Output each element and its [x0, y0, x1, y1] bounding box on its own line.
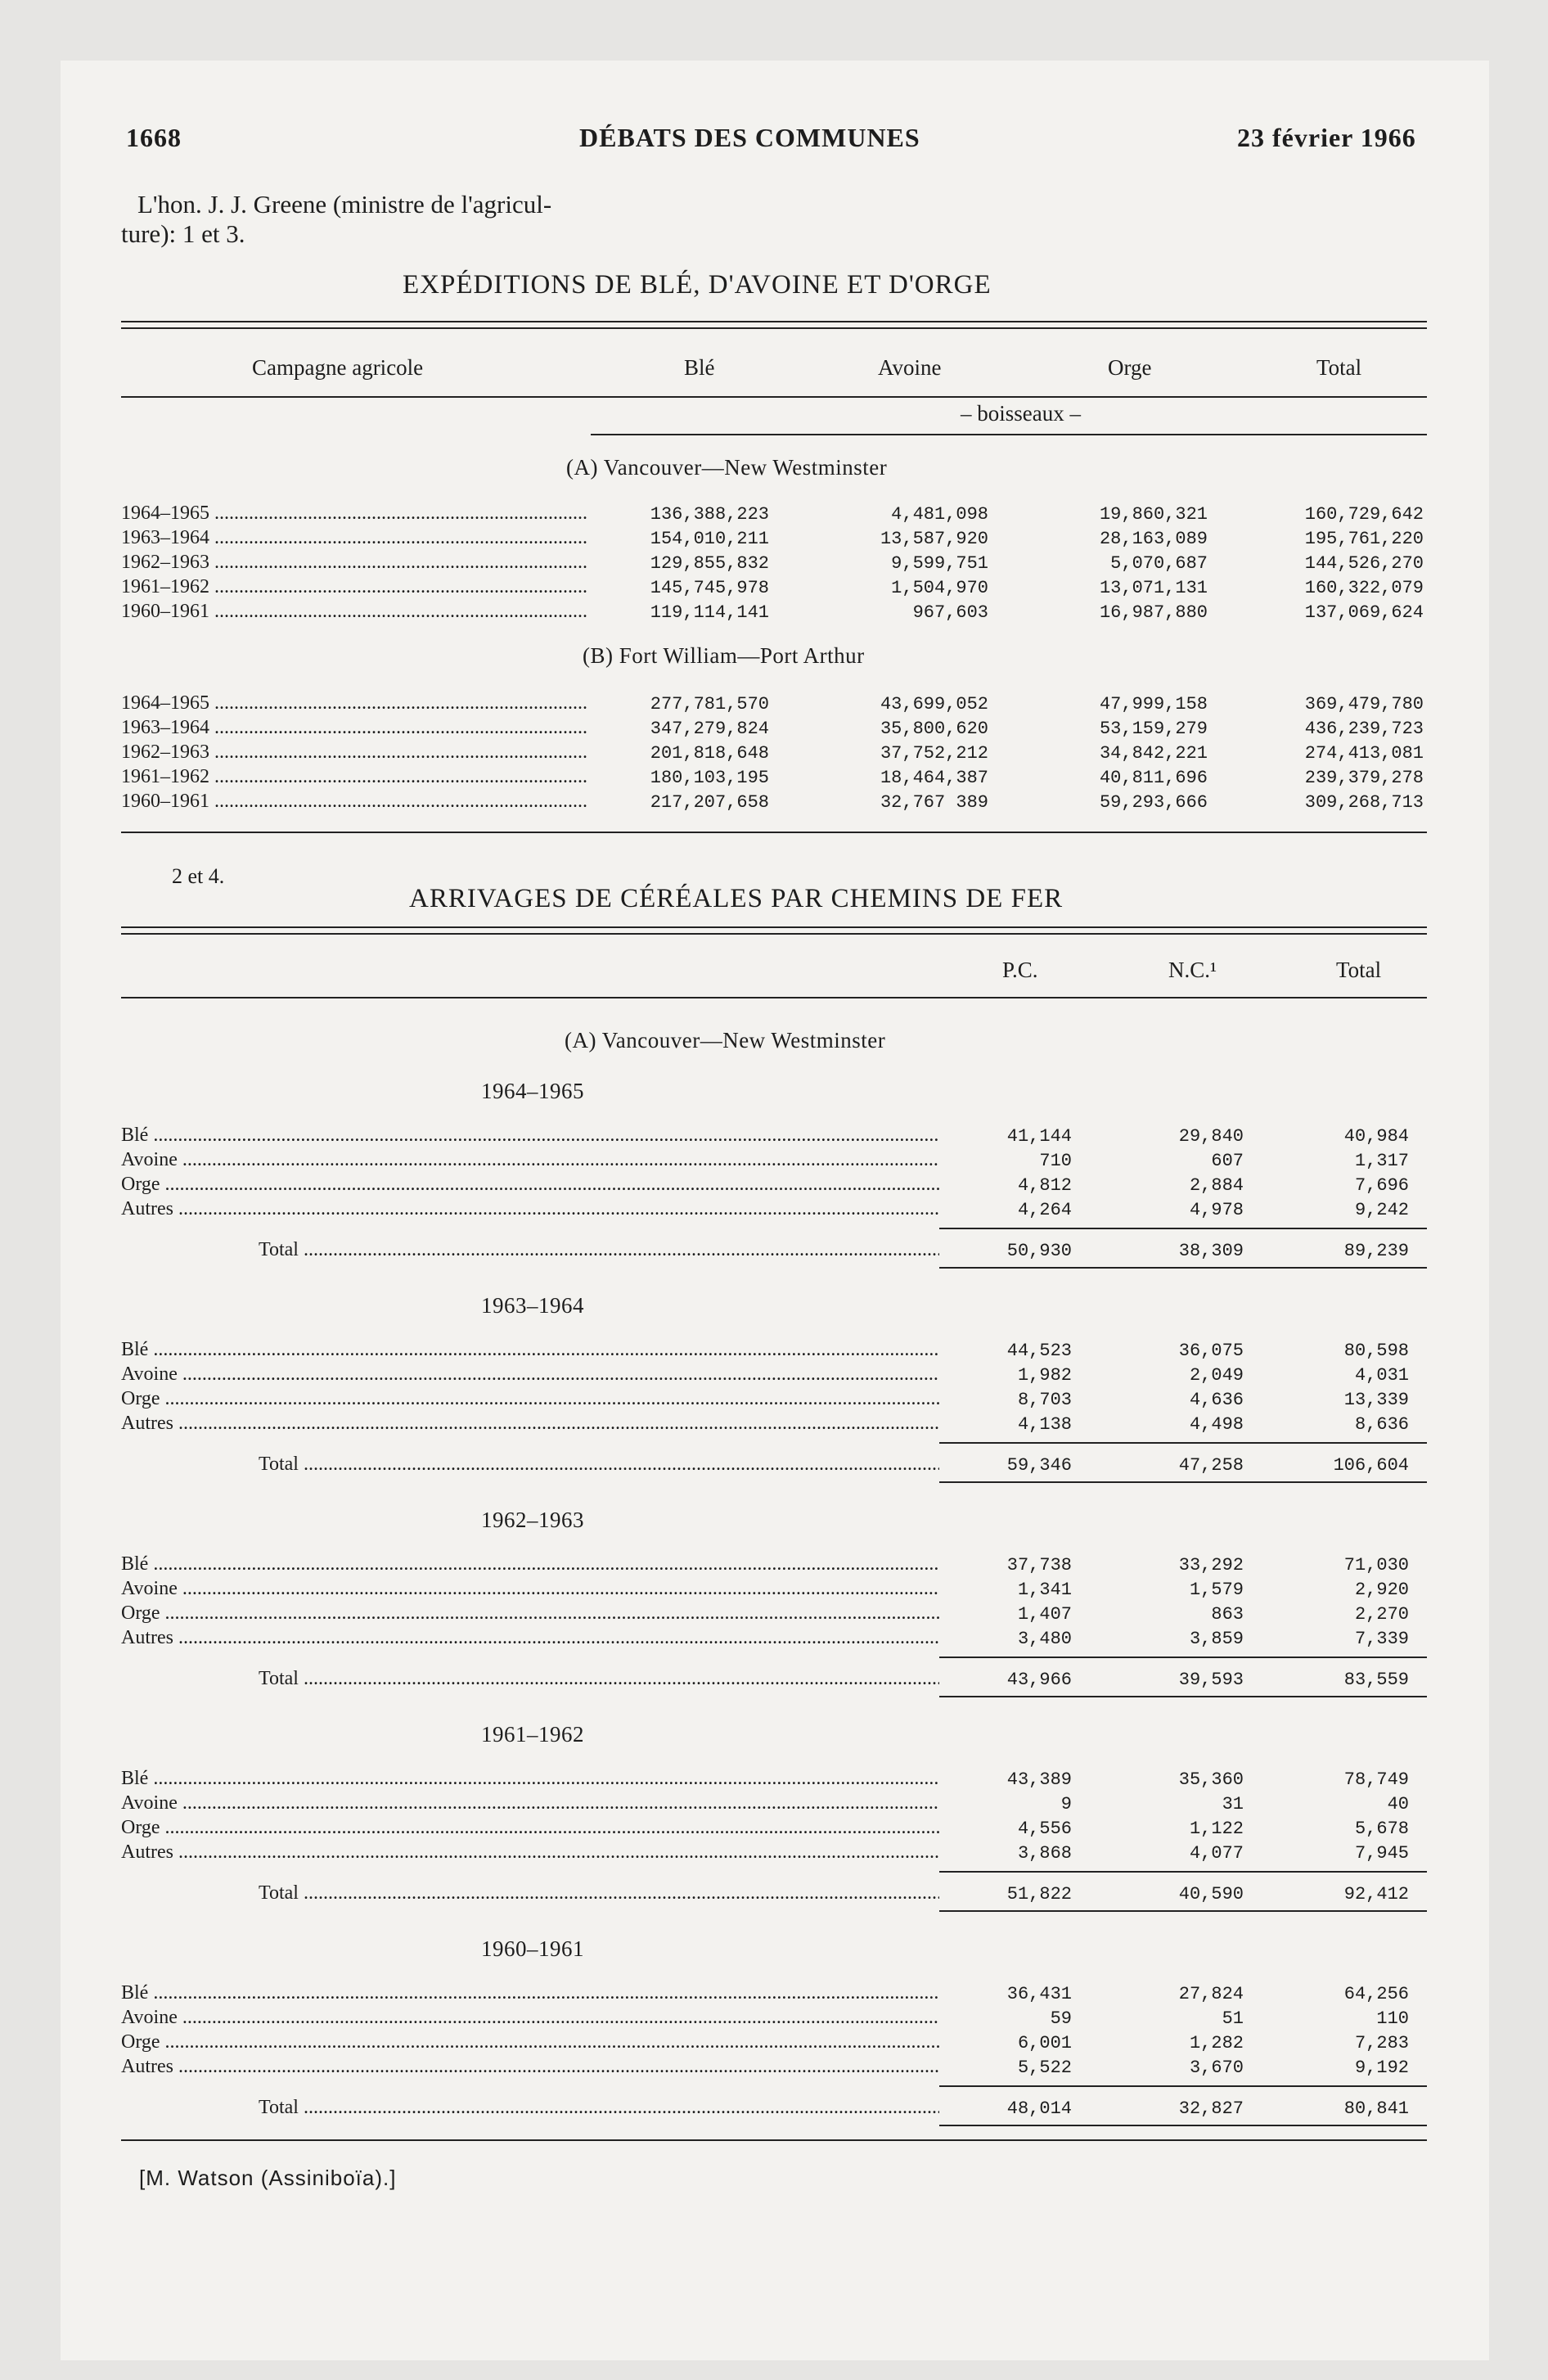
table2-total-total-cell: 89,239 [1343, 1241, 1409, 1261]
table2-grain-cell: Autres ..... [121, 1841, 939, 1864]
table1-avoine-cell: 18,464,387 [880, 768, 988, 788]
table2-nc-cell: 4,636 [1189, 1390, 1244, 1410]
table2-row [121, 1388, 1422, 1413]
table1-year-cell: 1960–1961 ..... [121, 601, 587, 623]
table2-total-rule [939, 1481, 1427, 1483]
table2-row [121, 1841, 1422, 1866]
table2-pc-cell: 44,523 [1006, 1341, 1072, 1361]
table1-row [121, 552, 1422, 576]
table2-nc-cell: 1,282 [1189, 2033, 1244, 2053]
table1-avoine-cell: 37,752,212 [880, 743, 988, 764]
table1-avoine-cell: 13,587,920 [880, 529, 988, 549]
table2-nc-cell: 2,049 [1189, 1365, 1244, 1386]
table1-col-orge: Orge [1108, 355, 1152, 380]
table2-total-cell: 2,270 [1354, 1604, 1409, 1625]
table2-total-cell: 8,636 [1354, 1414, 1409, 1435]
table2-total-pc-cell: 43,966 [1006, 1670, 1072, 1690]
table2-nc-cell: 1,122 [1189, 1819, 1244, 1839]
table2-row [121, 2007, 1422, 2031]
table2-nc-cell: 3,859 [1189, 1629, 1244, 1649]
table2-total-pc-cell: 50,930 [1006, 1241, 1072, 1261]
table2-pc-cell: 6,001 [1017, 2033, 1072, 2053]
table1-year-cell: 1963–1964 ..... [121, 527, 587, 549]
table2-total-cell: 64,256 [1343, 1984, 1409, 2004]
table1-orge-cell: 28,163,089 [1099, 529, 1208, 549]
table1-total-cell: 274,413,081 [1304, 743, 1424, 764]
table1-avoine-cell: 4,481,098 [891, 504, 988, 525]
table2-top-rule [121, 926, 1427, 928]
table2-pc-cell: 59 [1050, 2008, 1072, 2029]
table2-nc-cell: 1,579 [1189, 1580, 1244, 1600]
table1-row [121, 503, 1422, 527]
table1-orge-cell: 16,987,880 [1099, 602, 1208, 623]
table2-total-label: Total ..... [259, 2097, 939, 2119]
table2-total-pc-cell: 48,014 [1006, 2098, 1072, 2119]
table1-ble-cell: 119,114,141 [650, 602, 769, 623]
table1-row [121, 527, 1422, 552]
table2-pc-cell: 4,138 [1017, 1414, 1072, 1435]
table2-nc-cell: 2,884 [1189, 1175, 1244, 1196]
table2-pc-cell: 1,982 [1017, 1365, 1072, 1386]
table2-total-row [121, 1454, 1422, 1478]
table2-col-total: Total [1336, 958, 1382, 982]
table2-grain-cell: Autres ..... [121, 1627, 939, 1649]
table2-total-total-cell: 92,412 [1343, 1884, 1409, 1904]
table1-col-avoine: Avoine [878, 355, 942, 380]
table2-total-cell: 4,031 [1354, 1365, 1409, 1386]
table1-total-cell: 144,526,270 [1304, 553, 1424, 574]
table1-orge-cell: 5,070,687 [1110, 553, 1208, 574]
table1-orge-cell: 53,159,279 [1099, 719, 1208, 739]
table1-year-cell: 1963–1964 ..... [121, 717, 587, 739]
table2-total-cell: 71,030 [1343, 1555, 1409, 1575]
table1-year-cell: 1960–1961 ..... [121, 791, 587, 813]
table2-total-row [121, 2097, 1422, 2121]
table1-ble-cell: 136,388,223 [650, 504, 769, 525]
table2-total-nc-cell: 40,590 [1178, 1884, 1244, 1904]
table2-grain-cell: Orge ..... [121, 2031, 939, 2053]
table2-pc-cell: 8,703 [1017, 1390, 1072, 1410]
table1-orge-cell: 47,999,158 [1099, 694, 1208, 714]
table2-grain-cell: Blé ..... [121, 1768, 939, 1790]
table2-total-cell: 5,678 [1354, 1819, 1409, 1839]
table2-total-cell: 1,317 [1354, 1151, 1409, 1171]
table2-grain-cell: Autres ..... [121, 1413, 939, 1435]
table2-total-cell: 7,696 [1354, 1175, 1409, 1196]
table1-top-rule-2 [121, 327, 1427, 329]
table1-avoine-cell: 967,603 [912, 602, 988, 623]
table1-col-total: Total [1316, 355, 1362, 380]
table2-total-nc-cell: 47,258 [1178, 1455, 1244, 1476]
table2-grain-cell: Orge ..... [121, 1602, 939, 1625]
table2-subtotal-rule [939, 1657, 1427, 1658]
table2-total-rule [939, 1910, 1427, 1912]
table1-row [121, 766, 1422, 791]
table2-year-heading: 1960–1961 [481, 1936, 584, 1961]
page-number: 1668 [126, 123, 182, 152]
table2-top-rule-2 [121, 933, 1427, 935]
table2-total-total-cell: 106,604 [1333, 1455, 1409, 1476]
table2-nc-cell: 35,360 [1178, 1769, 1244, 1790]
table1-orge-cell: 59,293,666 [1099, 792, 1208, 813]
table2-bottom-rule [121, 2139, 1427, 2141]
table2-row [121, 2031, 1422, 2056]
table2-nc-cell: 863 [1211, 1604, 1244, 1625]
table2-total-cell: 110 [1376, 2008, 1409, 2029]
table2-row [121, 1339, 1422, 1364]
speaker-note: [M. Watson (Assiniboïa).] [139, 2166, 397, 2190]
table2-total-cell: 7,945 [1354, 1843, 1409, 1864]
table2-col-nc: N.C.¹ [1168, 958, 1217, 982]
table2-grain-cell: Avoine ..... [121, 1149, 939, 1171]
table2-grain-cell: Avoine ..... [121, 2007, 939, 2029]
table2-grain-cell: Avoine ..... [121, 1578, 939, 1600]
table2-nc-cell: 51 [1222, 2008, 1244, 2029]
table2-nc-cell: 29,840 [1178, 1126, 1244, 1147]
table1-total-cell: 369,479,780 [1304, 694, 1424, 714]
table2-pc-cell: 4,812 [1017, 1175, 1072, 1196]
table1-ble-cell: 347,279,824 [650, 719, 769, 739]
table1-row [121, 601, 1422, 625]
table2-subtotal-rule [939, 1871, 1427, 1873]
table1-row [121, 741, 1422, 766]
table2-row [121, 1817, 1422, 1841]
table2-total-rule [939, 1267, 1427, 1269]
table1-ble-cell: 154,010,211 [650, 529, 769, 549]
table2-subtotal-rule [939, 2085, 1427, 2087]
table2-total-pc-cell: 51,822 [1006, 1884, 1072, 1904]
table2-total-rule [939, 2125, 1427, 2126]
table2-pc-cell: 1,407 [1017, 1604, 1072, 1625]
table1-row [121, 717, 1422, 741]
table2-pc-cell: 3,868 [1017, 1843, 1072, 1864]
table1-total-cell: 436,239,723 [1304, 719, 1424, 739]
table2-grain-cell: Blé ..... [121, 1982, 939, 2004]
table2-pc-cell: 710 [1039, 1151, 1072, 1171]
table2-grain-cell: Autres ..... [121, 1198, 939, 1220]
table2-grain-cell: Blé ..... [121, 1553, 939, 1575]
table1-total-cell: 160,322,079 [1304, 578, 1424, 598]
table2-row [121, 1413, 1422, 1437]
table2-col-pc: P.C. [1002, 958, 1038, 982]
table2-nc-cell: 4,498 [1189, 1414, 1244, 1435]
table1-col-campagne: Campagne agricole [252, 355, 424, 380]
table1-ble-cell: 277,781,570 [650, 694, 769, 714]
table1-avoine-cell: 43,699,052 [880, 694, 988, 714]
table2-total-nc-cell: 39,593 [1178, 1670, 1244, 1690]
table1-orge-cell: 40,811,696 [1099, 768, 1208, 788]
table1-title: EXPÉDITIONS DE BLÉ, D'AVOINE ET D'ORGE [403, 270, 992, 300]
table2-total-label: Total ..... [259, 1454, 939, 1476]
table2-pc-cell: 36,431 [1006, 1984, 1072, 2004]
table2-total-rule [939, 1696, 1427, 1697]
table1-year-cell: 1964–1965 ..... [121, 692, 587, 714]
table1-section-a: (A) Vancouver—New Westminster [566, 455, 888, 480]
table2-grain-cell: Blé ..... [121, 1125, 939, 1147]
table2-year-heading: 1963–1964 [481, 1293, 584, 1318]
intro-line-2: ture): 1 et 3. [121, 219, 245, 248]
table2-year-heading: 1961–1962 [481, 1722, 584, 1747]
table2-row [121, 1174, 1422, 1198]
table2-subtotal-rule [939, 1228, 1427, 1229]
table1-row [121, 791, 1422, 815]
table1-total-cell: 239,379,278 [1304, 768, 1424, 788]
table1-ble-cell: 217,207,658 [650, 792, 769, 813]
table2-row [121, 1578, 1422, 1602]
table1-year-cell: 1961–1962 ..... [121, 766, 587, 788]
table2-total-label: Total ..... [259, 1882, 939, 1904]
table2-row [121, 1768, 1422, 1792]
table1-header-rule [121, 396, 1427, 398]
table2-nc-cell: 607 [1211, 1151, 1244, 1171]
table2-total-cell: 7,283 [1354, 2033, 1409, 2053]
table2-row [121, 1553, 1422, 1578]
table2-nc-cell: 31 [1222, 1794, 1244, 1814]
table1-ble-cell: 145,745,978 [650, 578, 769, 598]
table2-total-cell: 78,749 [1343, 1769, 1409, 1790]
table2-total-cell: 2,920 [1354, 1580, 1409, 1600]
table2-year-heading: 1964–1965 [481, 1079, 584, 1103]
table1-top-rule [121, 321, 1427, 322]
table2-row [121, 1602, 1422, 1627]
table1-ble-cell: 129,855,832 [650, 553, 769, 574]
table2-total-cell: 9,242 [1354, 1200, 1409, 1220]
table1-year-cell: 1962–1963 ..... [121, 552, 587, 574]
table2-total-cell: 9,192 [1354, 2058, 1409, 2078]
table1-orge-cell: 34,842,221 [1099, 743, 1208, 764]
table2-pc-cell: 37,738 [1006, 1555, 1072, 1575]
table2-total-cell: 7,339 [1354, 1629, 1409, 1649]
intro-line-1: L'hon. J. J. Greene (ministre de l'agricul- [137, 190, 552, 219]
table1-total-cell: 137,069,624 [1304, 602, 1424, 623]
table1-year-cell: 1961–1962 ..... [121, 576, 587, 598]
table2-nc-cell: 36,075 [1178, 1341, 1244, 1361]
table2-section-a: (A) Vancouver—New Westminster [565, 1028, 886, 1053]
table2-pc-cell: 1,341 [1017, 1580, 1072, 1600]
table1-col-ble: Blé [684, 355, 715, 380]
table2-total-cell: 40,984 [1343, 1126, 1409, 1147]
table2-pc-cell: 4,264 [1017, 1200, 1072, 1220]
table2-year-heading: 1962–1963 [481, 1508, 584, 1532]
table2-grain-cell: Orge ..... [121, 1388, 939, 1410]
journal-title: DÉBATS DES COMMUNES [579, 123, 920, 152]
table1-total-cell: 309,268,713 [1304, 792, 1424, 813]
table2-row [121, 1627, 1422, 1652]
table2-pc-cell: 41,144 [1006, 1126, 1072, 1147]
table1-section-b: (B) Fort William—Port Arthur [583, 643, 865, 668]
table2-row [121, 1982, 1422, 2007]
table2-subtotal-rule [939, 1442, 1427, 1444]
table2-grain-cell: Avoine ..... [121, 1364, 939, 1386]
table1-bottom-rule [121, 832, 1427, 833]
table2-nc-cell: 33,292 [1178, 1555, 1244, 1575]
between-note: 2 et 4. [172, 864, 225, 888]
table2-pc-cell: 5,522 [1017, 2058, 1072, 2078]
table2-title: ARRIVAGES DE CÉRÉALES PAR CHEMINS DE FER [409, 884, 1064, 913]
table2-row [121, 1198, 1422, 1223]
table2-total-pc-cell: 59,346 [1006, 1455, 1072, 1476]
table2-total-label: Total ..... [259, 1668, 939, 1690]
table2-total-nc-cell: 32,827 [1178, 2098, 1244, 2119]
table2-header-rule [121, 997, 1427, 998]
table2-total-total-cell: 83,559 [1343, 1670, 1409, 1690]
table2-row [121, 1125, 1422, 1149]
table1-row [121, 692, 1422, 717]
table2-row [121, 1792, 1422, 1817]
table2-pc-cell: 4,556 [1017, 1819, 1072, 1839]
table1-year-cell: 1964–1965 ..... [121, 503, 587, 525]
table2-total-cell: 40 [1387, 1794, 1409, 1814]
table2-total-row [121, 1882, 1422, 1907]
table2-nc-cell: 27,824 [1178, 1984, 1244, 2004]
table1-orge-cell: 19,860,321 [1099, 504, 1208, 525]
table2-row [121, 1364, 1422, 1388]
table2-row [121, 1149, 1422, 1174]
table2-total-label: Total ..... [259, 1239, 939, 1261]
table1-ble-cell: 180,103,195 [650, 768, 769, 788]
table2-nc-cell: 4,978 [1189, 1200, 1244, 1220]
table1-orge-cell: 13,071,131 [1099, 578, 1208, 598]
table2-total-total-cell: 80,841 [1343, 2098, 1409, 2119]
table2-grain-cell: Orge ..... [121, 1817, 939, 1839]
table2-total-cell: 13,339 [1343, 1390, 1409, 1410]
table2-grain-cell: Orge ..... [121, 1174, 939, 1196]
table2-total-row [121, 1239, 1422, 1264]
table1-avoine-cell: 9,599,751 [891, 553, 988, 574]
table2-grain-cell: Avoine ..... [121, 1792, 939, 1814]
table2-row [121, 2056, 1422, 2080]
table2-total-cell: 80,598 [1343, 1341, 1409, 1361]
table1-unit-rule [591, 434, 1427, 435]
table1-avoine-cell: 32,767 389 [880, 792, 988, 813]
table2-pc-cell: 9 [1060, 1794, 1072, 1814]
table1-total-cell: 160,729,642 [1304, 504, 1424, 525]
table2-total-nc-cell: 38,309 [1178, 1241, 1244, 1261]
table2-pc-cell: 43,389 [1006, 1769, 1072, 1790]
table2-grain-cell: Blé ..... [121, 1339, 939, 1361]
table1-ble-cell: 201,818,648 [650, 743, 769, 764]
table1-avoine-cell: 1,504,970 [891, 578, 988, 598]
table1-unit: – boisseaux – [961, 401, 1081, 426]
page-date: 23 février 1966 [1237, 123, 1416, 152]
table1-year-cell: 1962–1963 ..... [121, 741, 587, 764]
table2-grain-cell: Autres ..... [121, 2056, 939, 2078]
table2-nc-cell: 3,670 [1189, 2058, 1244, 2078]
table1-avoine-cell: 35,800,620 [880, 719, 988, 739]
table2-pc-cell: 3,480 [1017, 1629, 1072, 1649]
table2-nc-cell: 4,077 [1189, 1843, 1244, 1864]
table2-total-row [121, 1668, 1422, 1693]
table1-row [121, 576, 1422, 601]
table1-total-cell: 195,761,220 [1304, 529, 1424, 549]
